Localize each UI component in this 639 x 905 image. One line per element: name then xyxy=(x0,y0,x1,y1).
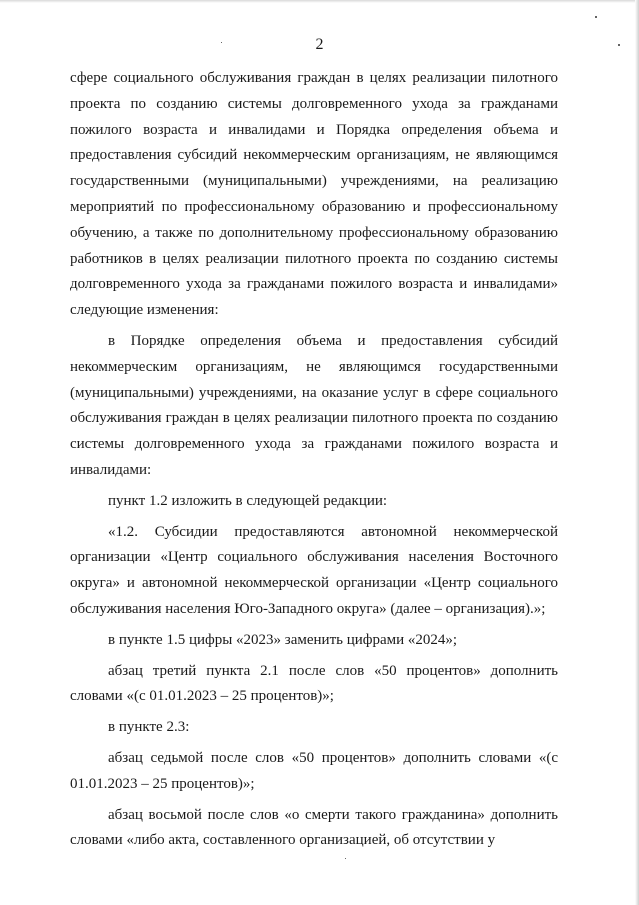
scan-edge-top xyxy=(0,0,639,3)
scan-speck xyxy=(345,858,346,859)
paragraph-item-1-5: в пункте 1.5 цифры «2023» заменить цифрами «2024»; xyxy=(108,631,458,648)
paragraph-item-2-1: абзац третий пункта 2.1 после слов «50 процентов» дополнить словами «(с 01.01.2023 – 25 процентов)»; xyxy=(70,662,558,705)
paragraph-item-2-3-intro: в пункте 2.3: xyxy=(108,719,190,736)
paragraph-item-1-2-intro: пункт 1.2 изложить в следующей редакции: xyxy=(108,492,388,509)
paragraph-item-2-3-eighth: абзац восьмой после слов «о смерти такого гражданина» дополнить словами «либо акта, составленного организацией, об отсутствии у xyxy=(70,806,558,849)
paragraph-continuation: сфере социального обслуживания граждан в целях реализации пилотного проекта по созданию системы долговременного ухода за гражданами пожилого возраста и инвалидами и Порядка определения объема и предоставления субсидий некоммерческим организациям, не являющимся государственными (муниципальными) учреждениями, на реализацию мероприятий по профессиональному образованию и профессиональному обучению, а также по дополнительному профессиональному образованию работников в целях реализации пилотного проекта по созданию системы долговременного ухода за гражданами пожилого возраста и инвалидами» следующие изменения: xyxy=(70,70,558,319)
document-body xyxy=(70,66,558,854)
scan-speck xyxy=(595,16,597,18)
scan-edge-right xyxy=(635,0,639,905)
paragraph-order-reference: в Порядке определения объема и предоставления субсидий некоммерческим организациям, не являющимся государственными (муниципальными) учреждениями, на оказание услуг в сфере социального обслуживания граждан в целях реализации пилотного проекта по созданию системы долговременного ухода за гражданами пожилого возраста и инвалидами: xyxy=(70,332,558,478)
page-number: 2 xyxy=(315,36,324,53)
paragraph-item-1-2-text: «1.2. Субсидии предоставляются автономной некоммерческой организации «Центр социального обслуживания населения Восточного округа» и автономной некоммерческой организации «Центр социального обслуживания населения Юго-Западного округа» (далее – организация).»; xyxy=(70,523,558,617)
paragraph-item-2-3-seventh: абзац седьмой после слов «50 процентов» дополнить словами «(с 01.01.2023 – 25 процентов)»; xyxy=(70,749,558,792)
